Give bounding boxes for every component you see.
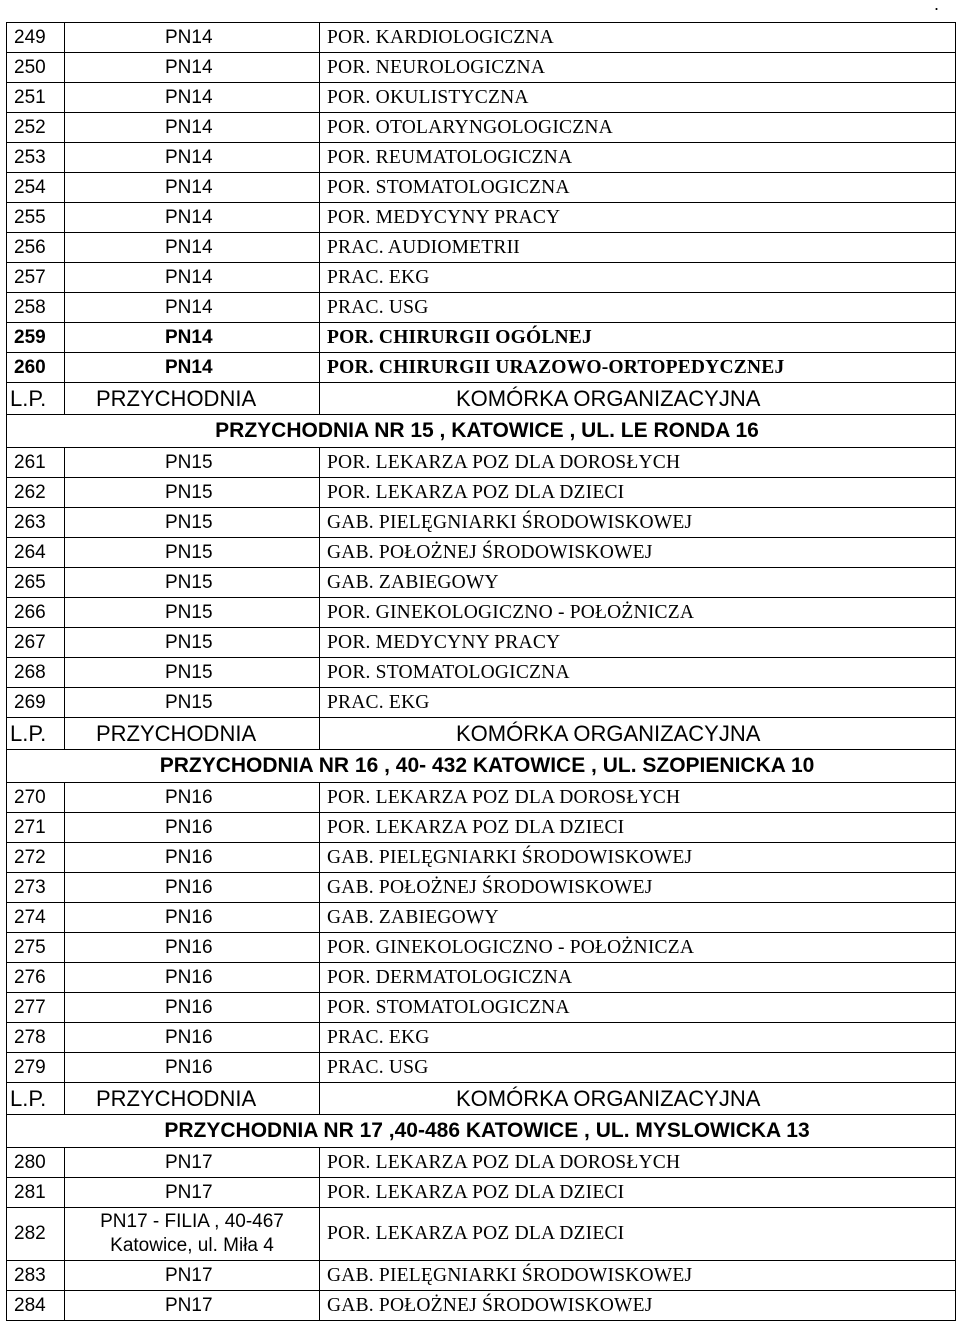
row-lp: 283 — [7, 1261, 65, 1291]
table-row — [7, 233, 956, 263]
header-unit: KOMÓRKA ORGANIZACYJNA — [320, 383, 956, 415]
table-row — [7, 53, 956, 83]
header-clinic: PRZYCHODNIA — [65, 383, 320, 415]
row-unit: PRAC. EKG — [320, 688, 956, 718]
row-unit: POR. KARDIOLOGICZNA — [320, 23, 956, 53]
table-row — [7, 1148, 956, 1178]
clinic-title: PRZYCHODNIA NR 15 , KATOWICE , UL. LE RONDA 16 — [215, 419, 759, 442]
row-unit: POR. LEKARZA POZ DLA DOROSŁYCH — [320, 783, 956, 813]
row-lp: 269 — [7, 688, 65, 718]
clinic-title-row — [7, 750, 956, 783]
table-row — [7, 813, 956, 843]
row-unit: POR. LEKARZA POZ DLA DZIECI — [320, 1208, 956, 1261]
row-clinic-code: PN16 — [65, 813, 320, 843]
row-lp: 265 — [7, 568, 65, 598]
row-unit: PRAC. EKG — [320, 263, 956, 293]
row-unit: PRAC. AUDIOMETRII — [320, 233, 956, 263]
row-lp: 276 — [7, 963, 65, 993]
row-clinic-code: PN14 — [65, 203, 320, 233]
row-unit: POR. CHIRURGII URAZOWO-ORTOPEDYCZNEJ — [320, 353, 956, 383]
clinic-title-row — [7, 415, 956, 448]
row-lp: 275 — [7, 933, 65, 963]
row-clinic-code: PN14 — [65, 173, 320, 203]
row-unit: POR. GINEKOLOGICZNO - POŁOŻNICZA — [320, 598, 956, 628]
row-lp: 267 — [7, 628, 65, 658]
row-unit: GAB. ZABIEGOWY — [320, 903, 956, 933]
row-lp: 268 — [7, 658, 65, 688]
row-lp: 255 — [7, 203, 65, 233]
row-clinic-code: PN14 — [65, 113, 320, 143]
row-unit: GAB. POŁOŻNEJ ŚRODOWISKOWEJ — [320, 1291, 956, 1321]
table-row — [7, 658, 956, 688]
row-clinic-code: PN16 — [65, 843, 320, 873]
row-lp: 249 — [7, 23, 65, 53]
table-row — [7, 538, 956, 568]
row-unit: POR. DERMATOLOGICZNA — [320, 963, 956, 993]
row-unit: POR. LEKARZA POZ DLA DZIECI — [320, 478, 956, 508]
row-unit: GAB. POŁOŻNEJ ŚRODOWISKOWEJ — [320, 538, 956, 568]
table-row — [7, 323, 956, 353]
table-row — [7, 1053, 956, 1083]
row-unit: POR. NEUROLOGICZNA — [320, 53, 956, 83]
row-clinic-code: PN15 — [65, 508, 320, 538]
row-lp: 277 — [7, 993, 65, 1023]
table-row — [7, 1178, 956, 1208]
clinic-title-cell — [7, 750, 956, 783]
row-unit: GAB. ZABIEGOWY — [320, 568, 956, 598]
table-row — [7, 903, 956, 933]
row-clinic-code: PN15 — [65, 538, 320, 568]
row-unit: POR. CHIRURGII OGÓLNEJ — [320, 323, 956, 353]
clinic-title-cell — [7, 1115, 956, 1148]
row-clinic-code: PN17 - FILIA , 40-467 Katowice, ul. Miła 4 — [65, 1208, 320, 1261]
table-row — [7, 598, 956, 628]
table-row — [7, 993, 956, 1023]
table-body — [7, 23, 956, 1321]
table-row — [7, 353, 956, 383]
row-clinic-code: PN17 — [65, 1261, 320, 1291]
table-row — [7, 448, 956, 478]
row-lp: 256 — [7, 233, 65, 263]
row-unit: GAB. PIELĘGNIARKI ŚRODOWISKOWEJ — [320, 508, 956, 538]
table-row — [7, 478, 956, 508]
table-row — [7, 628, 956, 658]
row-clinic-code: PN14 — [65, 353, 320, 383]
row-lp: 257 — [7, 263, 65, 293]
clinic-title: PRZYCHODNIA NR 17 ,40-486 KATOWICE , UL. MYSLOWICKA 13 — [164, 1119, 810, 1142]
row-clinic-code: PN15 — [65, 688, 320, 718]
row-clinic-code: PN16 — [65, 933, 320, 963]
table-row — [7, 873, 956, 903]
row-lp: 279 — [7, 1053, 65, 1083]
table-row — [7, 508, 956, 538]
clinic-title-cell — [7, 415, 956, 448]
row-unit: POR. LEKARZA POZ DLA DZIECI — [320, 1178, 956, 1208]
row-clinic-code: PN17 — [65, 1148, 320, 1178]
row-clinic-code: PN14 — [65, 53, 320, 83]
row-lp: 281 — [7, 1178, 65, 1208]
table-row — [7, 1208, 956, 1261]
row-lp: 282 — [7, 1208, 65, 1261]
row-unit: PRAC. EKG — [320, 1023, 956, 1053]
row-unit: PRAC. USG — [320, 293, 956, 323]
row-unit: POR. REUMATOLOGICZNA — [320, 143, 956, 173]
row-unit: POR. MEDYCYNY PRACY — [320, 203, 956, 233]
row-lp: 258 — [7, 293, 65, 323]
row-clinic-code: PN14 — [65, 143, 320, 173]
row-clinic-code: PN14 — [65, 293, 320, 323]
row-lp: 251 — [7, 83, 65, 113]
header-unit: KOMÓRKA ORGANIZACYJNA — [320, 718, 956, 750]
row-lp: 262 — [7, 478, 65, 508]
row-lp: 274 — [7, 903, 65, 933]
row-clinic-code: PN14 — [65, 83, 320, 113]
row-clinic-code: PN17 — [65, 1291, 320, 1321]
row-lp: 259 — [7, 323, 65, 353]
row-lp: 272 — [7, 843, 65, 873]
row-clinic-code: PN16 — [65, 963, 320, 993]
row-unit: GAB. POŁOŻNEJ ŚRODOWISKOWEJ — [320, 873, 956, 903]
row-unit: PRAC. USG — [320, 1053, 956, 1083]
row-lp: 264 — [7, 538, 65, 568]
row-unit: GAB. PIELĘGNIARKI ŚRODOWISKOWEJ — [320, 843, 956, 873]
table-row — [7, 113, 956, 143]
row-lp: 270 — [7, 783, 65, 813]
row-clinic-code: PN15 — [65, 448, 320, 478]
header-lp: L.P. — [7, 1083, 65, 1115]
table-row — [7, 1261, 956, 1291]
table-row — [7, 1291, 956, 1321]
row-lp: 284 — [7, 1291, 65, 1321]
row-unit: POR. LEKARZA POZ DLA DOROSŁYCH — [320, 448, 956, 478]
section-header-row — [7, 718, 956, 750]
clinic-title: PRZYCHODNIA NR 16 , 40- 432 KATOWICE , UL. SZOPIENICKA 10 — [159, 754, 815, 777]
table-row — [7, 263, 956, 293]
row-lp: 252 — [7, 113, 65, 143]
row-clinic-code: PN16 — [65, 1053, 320, 1083]
row-lp: 278 — [7, 1023, 65, 1053]
header-clinic: PRZYCHODNIA — [65, 1083, 320, 1115]
row-unit: POR. OTOLARYNGOLOGICZNA — [320, 113, 956, 143]
table-row — [7, 933, 956, 963]
row-lp: 261 — [7, 448, 65, 478]
row-lp: 253 — [7, 143, 65, 173]
row-lp: 266 — [7, 598, 65, 628]
row-unit: POR. MEDYCYNY PRACY — [320, 628, 956, 658]
row-clinic-code: PN15 — [65, 568, 320, 598]
row-clinic-code: PN15 — [65, 628, 320, 658]
header-lp: L.P. — [7, 383, 65, 415]
row-unit: POR. STOMATOLOGICZNA — [320, 173, 956, 203]
row-clinic-code: PN14 — [65, 23, 320, 53]
row-lp: 271 — [7, 813, 65, 843]
row-unit: POR. OKULISTYCZNA — [320, 83, 956, 113]
table-row — [7, 688, 956, 718]
table-row — [7, 203, 956, 233]
table-row — [7, 843, 956, 873]
row-clinic-code: PN16 — [65, 1023, 320, 1053]
row-clinic-code: PN17 — [65, 1178, 320, 1208]
table-row — [7, 1023, 956, 1053]
row-clinic-code: PN16 — [65, 783, 320, 813]
row-lp: 263 — [7, 508, 65, 538]
row-unit: POR. GINEKOLOGICZNO - POŁOŻNICZA — [320, 933, 956, 963]
table-row — [7, 23, 956, 53]
table-row — [7, 568, 956, 598]
row-lp: 273 — [7, 873, 65, 903]
corner-mark: . — [934, 0, 940, 14]
row-clinic-code: PN14 — [65, 263, 320, 293]
table-row — [7, 143, 956, 173]
header-clinic: PRZYCHODNIA — [65, 718, 320, 750]
row-clinic-code: PN16 — [65, 873, 320, 903]
row-clinic-code: PN16 — [65, 903, 320, 933]
section-header-row — [7, 383, 956, 415]
row-lp: 280 — [7, 1148, 65, 1178]
table-row — [7, 963, 956, 993]
table-row — [7, 173, 956, 203]
row-unit: POR. STOMATOLOGICZNA — [320, 658, 956, 688]
table-row — [7, 293, 956, 323]
row-clinic-code: PN14 — [65, 233, 320, 263]
table-row — [7, 783, 956, 813]
row-lp: 250 — [7, 53, 65, 83]
row-unit: GAB. PIELĘGNIARKI ŚRODOWISKOWEJ — [320, 1261, 956, 1291]
row-unit: POR. LEKARZA POZ DLA DOROSŁYCH — [320, 1148, 956, 1178]
row-clinic-code: PN16 — [65, 993, 320, 1023]
clinic-title-row — [7, 1115, 956, 1148]
clinic-units-table — [6, 22, 956, 1321]
section-header-row — [7, 1083, 956, 1115]
header-lp: L.P. — [7, 718, 65, 750]
row-lp: 260 — [7, 353, 65, 383]
row-unit: POR. STOMATOLOGICZNA — [320, 993, 956, 1023]
row-clinic-code: PN15 — [65, 598, 320, 628]
table-row — [7, 83, 956, 113]
row-clinic-code: PN15 — [65, 658, 320, 688]
row-clinic-code: PN15 — [65, 478, 320, 508]
header-unit: KOMÓRKA ORGANIZACYJNA — [320, 1083, 956, 1115]
row-lp: 254 — [7, 173, 65, 203]
row-clinic-code: PN14 — [65, 323, 320, 353]
row-unit: POR. LEKARZA POZ DLA DZIECI — [320, 813, 956, 843]
